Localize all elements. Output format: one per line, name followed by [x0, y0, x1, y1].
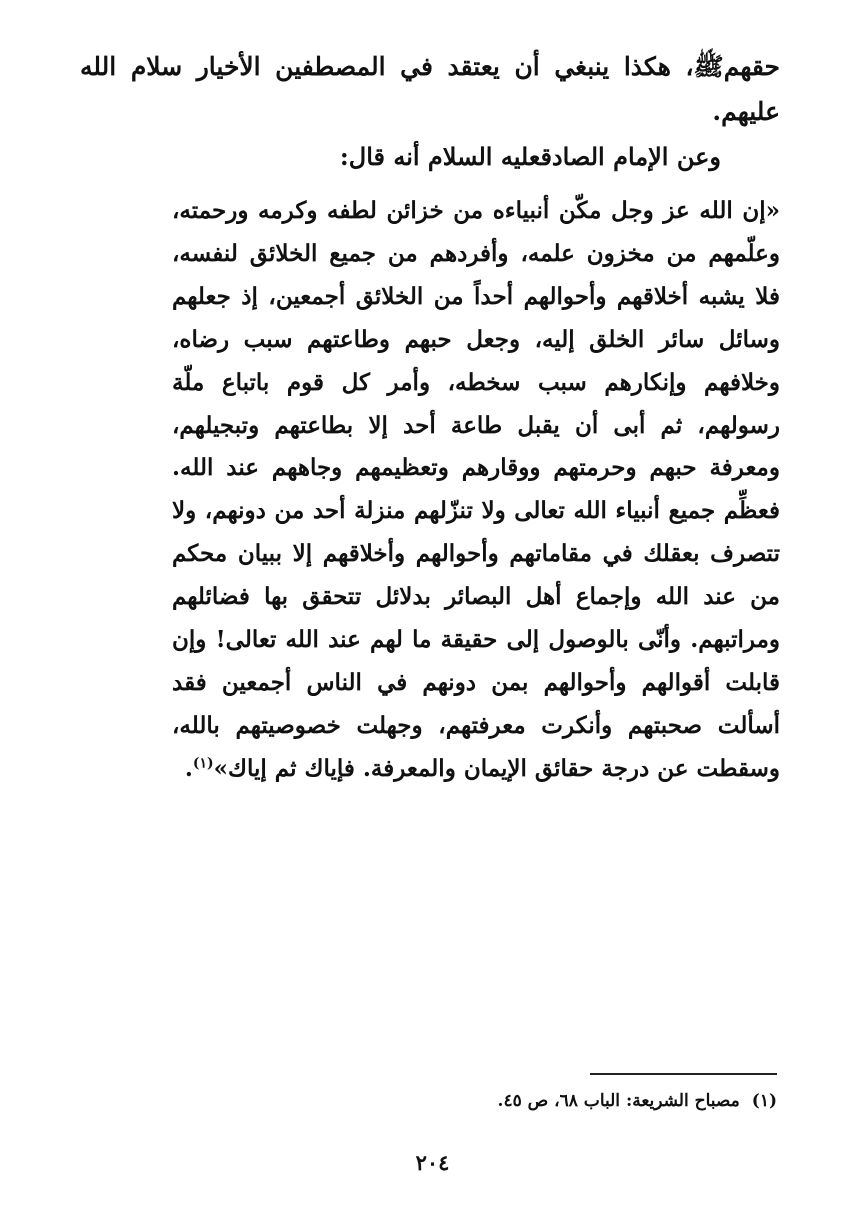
- quote-end-punctuation: .: [184, 754, 193, 782]
- footnote: [498, 1088, 777, 1114]
- footnote-divider: [590, 1073, 777, 1075]
- narration-line: وعن الإمام الصادقعليه السلام أنه قال:: [339, 142, 721, 171]
- footnote-reference: (١): [192, 755, 214, 772]
- hadith-quote-text: «إن الله عز وجل مكّن أنبياءه من خزائن لطفه وكرمه ورحمته، وعلّمهم من مخزون علمه، وأفردهم من جميع الخلائق لنفسه، فلا يشبه أخلاقهم وأحوالهم أحداً من الخلائق أجمعين، إذ جعلهم وسائل سائر الخلق إليه، وجعل حبهم وطاعتهم سبب رضاه، وخلافهم وإنكارهم سبب سخطه، وأمر كل قوم باتباع ملّة رسولهم، ثم أبى أن يقبل طاعة أحد إلا بطاعتهم وتبجيلهم، ومعرفة حبهم وحرمتهم ووقارهم وتعظيمهم وجاههم عند الله. فعظِّم جميع أنبياء الله تعالى ولا تنزّلهم منزلة أحد من دونهم، ولا تتصرف بعقلك في مقاماتهم وأحوالهم وأخلاقهم إلا ببيان محكم من عند الله وإجماع أهل البصائر بدلائل تتحقق بها فضائلهم ومراتبهم. وأنّى بالوصول إلى حقيقة ما لهم عند الله تعالى! وإن قابلت أقوالهم وأحوالهم بمن دونهم في الناس أجمعين فقد أسألت صحبتهم وأنكرت معرفتهم، وجهلت خصوصيتهم بالله، وسقطت عن درجة حقائق الإيمان والمعرفة. فإياك ثم إياك»: [172, 197, 780, 782]
- footnote-number: (١): [751, 1091, 777, 1111]
- footnote-text: مصباح الشريعة: الباب ٦٨، ص ٤٥.: [497, 1091, 740, 1111]
- page-number: ٢٠٤: [415, 1150, 450, 1175]
- intro-paragraph: حقهمﷺ، هكذا ينبغي أن يعتقد في المصطفين الأخيار سلام الله عليهم.: [80, 52, 780, 126]
- hadith-quote: [172, 190, 780, 791]
